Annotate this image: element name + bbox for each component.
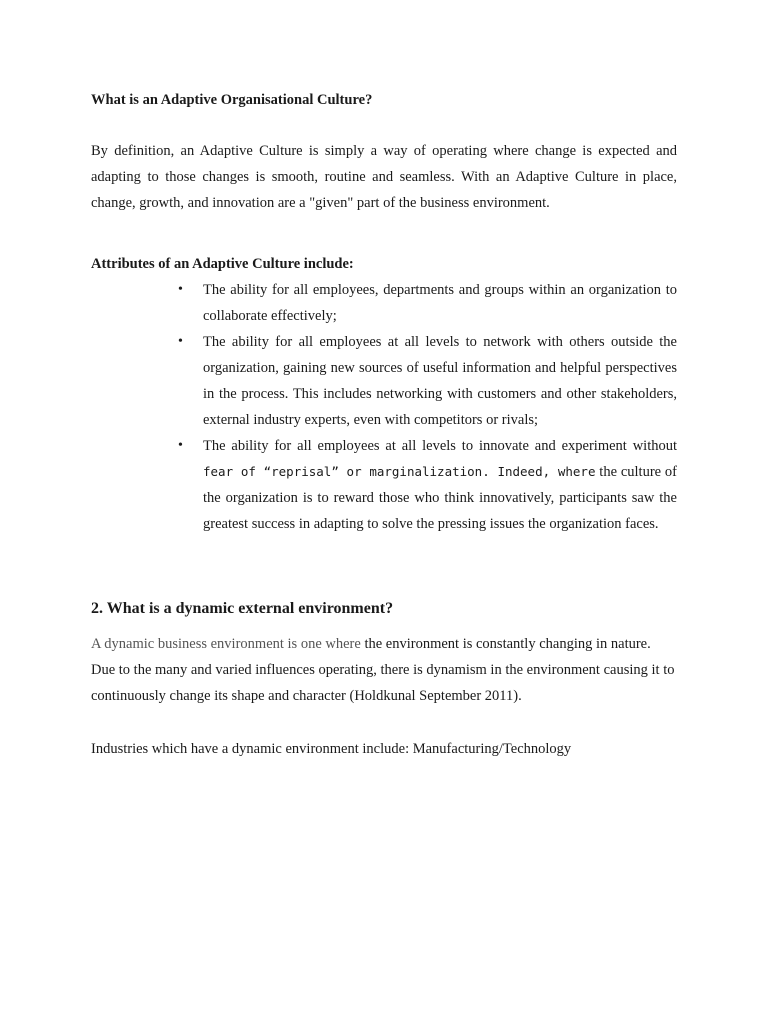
- list-item-text-end: the culture of the organization is to reward those who think innovatively, participants saw the greatest success in adapting to solve the pressing issues the organization faces.: [203, 464, 677, 532]
- list-item-text-start: The ability for all employees at all levels to innovate and experiment without: [203, 438, 677, 454]
- list-item: [174, 329, 677, 433]
- citation-text: (Holdkunal September 2011).: [349, 688, 522, 704]
- list-item: [174, 433, 677, 537]
- list-item: [174, 277, 677, 329]
- industries-paragraph: Industries which have a dynamic environment include: Manufacturing/Technology: [91, 741, 572, 757]
- bullet-icon: •: [178, 334, 183, 349]
- definition-paragraph: By definition, an Adaptive Culture is simply a way of operating where change is expected and adapting to those changes is smooth, routine and seamless. With an Adaptive Culture in place, change, growth, and innovation are a "given" part of the business environment.: [91, 143, 677, 211]
- list-item-text-mono: fear of “reprisal” or marginalization. Indeed, where: [203, 464, 596, 479]
- section-title-dynamic-environment: 2. What is a dynamic external environment?: [91, 600, 394, 617]
- intro-text: the environment is constantly changing in nature. Due to the many and varied influences operating, there is dynamism in the environment causing it to continuously change its shape and character: [91, 636, 675, 704]
- attributes-heading: Attributes of an Adaptive Culture include:: [91, 256, 354, 272]
- intro-grey-text: A dynamic business environment is one where: [91, 636, 361, 652]
- section-title-adaptive-culture: What is an Adaptive Organisational Culture?: [91, 92, 373, 108]
- attributes-list: [174, 277, 677, 537]
- dynamic-environment-paragraph: [91, 631, 677, 709]
- list-item-text: The ability for all employees, departments and groups within an organization to collaborate effectively;: [203, 282, 677, 324]
- list-item-text: The ability for all employees at all levels to network with others outside the organization, gaining new sources of useful information and helpful perspectives in the process. This includes networking with customers and other stakeholders, external industry experts, even with competitors or rivals;: [203, 334, 677, 428]
- bullet-icon: •: [178, 282, 183, 297]
- bullet-icon: •: [178, 438, 183, 453]
